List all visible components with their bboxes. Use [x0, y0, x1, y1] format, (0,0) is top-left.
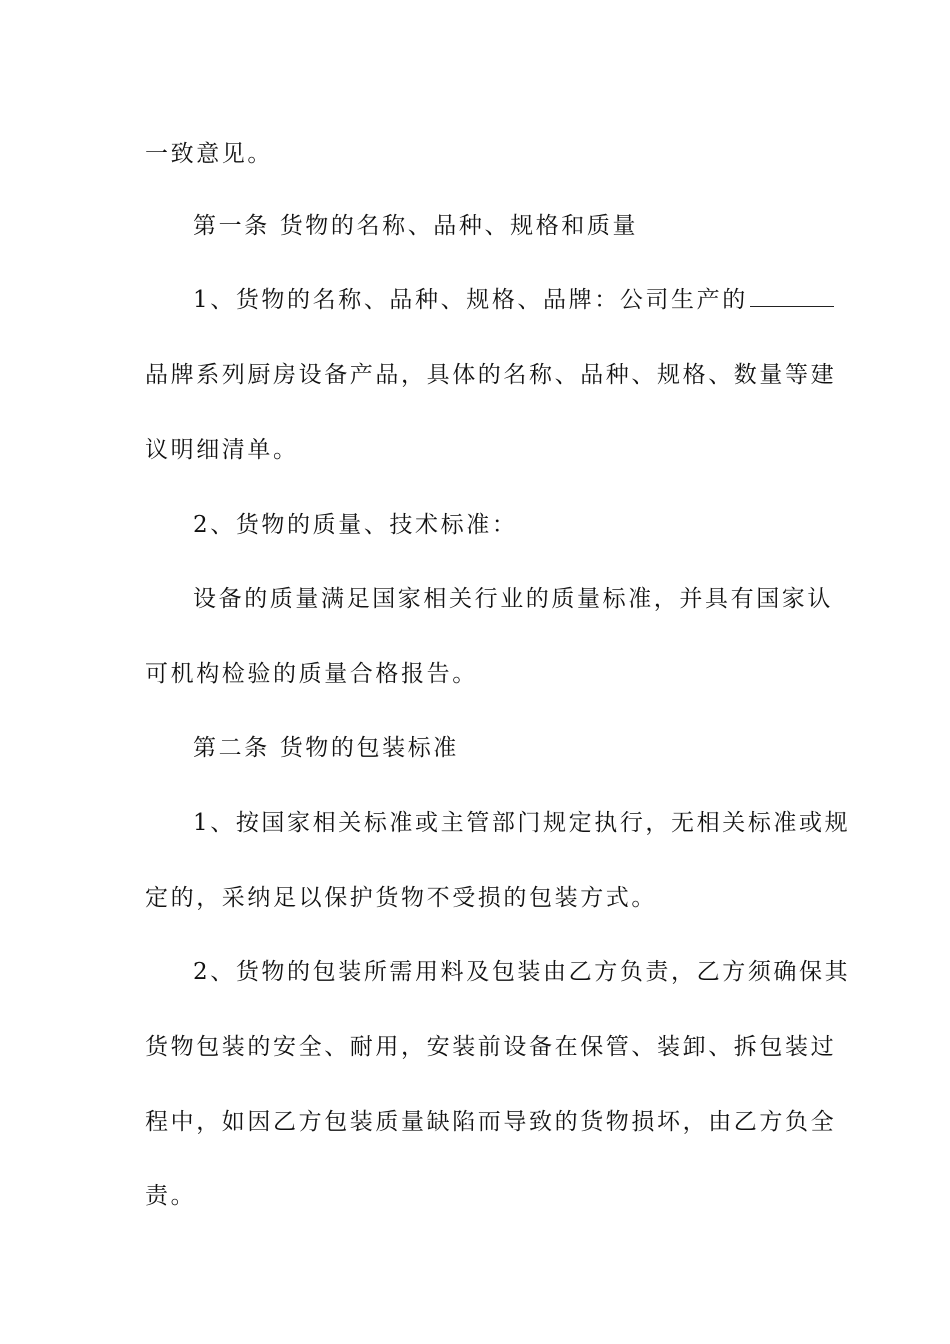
article-1-heading: 第一条 货物的名称、品种、规格和质量 [193, 213, 639, 239]
text-line: 货物包装的安全、耐用，安装前设备在保管、装卸、拆包装过 [145, 1034, 837, 1060]
text-line: 1、按国家相关标准或主管部门规定执行，无相关标准或规 [193, 810, 851, 836]
text-line: 1、货物的名称、品种、规格、品牌：公司生产的 [193, 285, 834, 315]
text-line: 2、货物的质量、技术标准： [193, 512, 518, 538]
text-line: 议明细清单。 [145, 437, 299, 463]
text-line: 责。 [145, 1183, 197, 1209]
fill-in-blank [750, 286, 834, 307]
text-line: 2、货物的包装所需用料及包装由乙方负责，乙方须确保其 [193, 959, 851, 985]
text-line: 定的，采纳足以保护货物不受损的包装方式。 [145, 885, 657, 911]
text-line: 设备的质量满足国家相关行业的质量标准，并具有国家认 [193, 586, 833, 612]
text-line: 程中，如因乙方包装质量缺陷而导致的货物损坏，由乙方负全 [145, 1109, 837, 1135]
article-2-heading: 第二条 货物的包装标准 [193, 735, 459, 761]
text-line: 一致意见。 [145, 141, 273, 167]
text-line: 可机构检验的质量合格报告。 [145, 661, 478, 687]
text-line: 品牌系列厨房设备产品，具体的名称、品种、规格、数量等建 [145, 362, 837, 388]
